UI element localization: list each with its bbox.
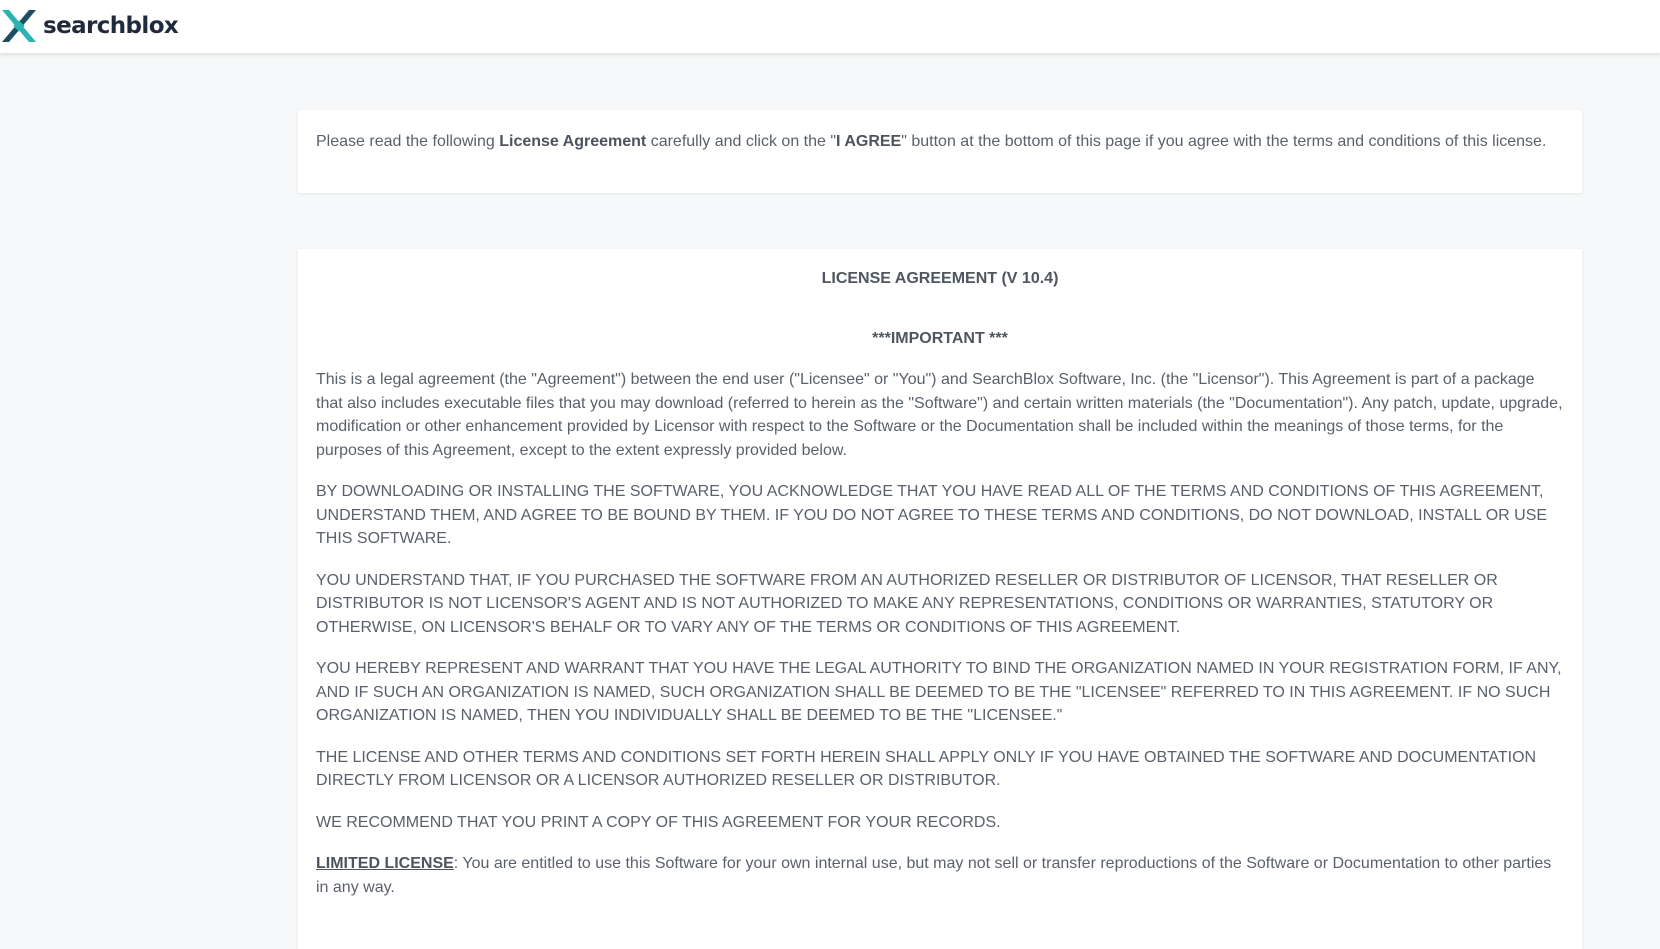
limited-license-text: : You are entitled to use this Software for your own internal use, but may not sell or transfer reproductions of the Software or Documentation to other parties in any way. [316,855,1552,896]
agreement-paragraph: WE RECOMMEND THAT YOU PRINT A COPY OF THIS AGREEMENT FOR YOUR RECORDS. [316,813,1001,831]
searchblox-x-icon [0,6,38,46]
searchblox-logo[interactable] [0,6,178,46]
notice-text-2: carefully and click on the " [646,133,837,150]
limited-license-paragraph [316,852,1564,899]
agreement-paragraph: BY DOWNLOADING OR INSTALLING THE SOFTWARE, YOU ACKNOWLEDGE THAT YOU HAVE READ ALL OF THE TERMS AND CONDITIONS OF THIS AGREEMENT, UNDERSTAND THEM, AND AGREE TO BE BOUND BY THEM. IF YOU DO NOT AGREE TO THESE TERMS AND CONDITIONS, DO NOT DOWNLOAD, INSTALL OR USE THIS SOFTWARE. [316,483,1548,547]
agreement-paragraph: This is a legal agreement (the "Agreement") between the end user ("Licensee" or "You") and SearchBlox Software, Inc. (the "Licensor"). This Agreement is part of a package that also includes executable files that you may download (referred to herein as the "Software") and certain written materials (the "Documentation"). Any patch, update, upgrade, modification or other enhancement provided by Licensor with respect to the Software or the Documentation shall be included within the meanings of those terms, for the purposes of this Agreement, except to the extent expressly provided below. [316,371,1563,459]
brand-name: searchblox [43,13,179,39]
agreement-paragraph: YOU HEREBY REPRESENT AND WARRANT THAT YOU HAVE THE LEGAL AUTHORITY TO BIND THE ORGANIZATION NAMED IN YOUR REGISTRATION FORM, IF ANY, AND IF SUCH AN ORGANIZATION IS NAMED, SUCH ORGANIZATION SHALL BE DEEMED TO BE THE "LICENSEE" REFERRED TO IN THIS AGREEMENT. IF NO SUCH ORGANIZATION IS NAMED, THEN YOU INDIVIDUALLY SHALL BE DEEMED TO BE THE "LICENSEE." [316,660,1562,724]
agreement-important: ***IMPORTANT *** [872,330,1008,347]
notice-text-3: " button at the bottom of this page if you agree with the terms and conditions of this license. [901,133,1547,150]
top-bar [0,0,1660,53]
notice-card [298,110,1582,193]
limited-license-label: LIMITED LICENSE [316,855,454,872]
agreement-title: LICENSE AGREEMENT (V 10.4) [821,270,1059,287]
agreement-paragraph: THE LICENSE AND OTHER TERMS AND CONDITIONS SET FORTH HEREIN SHALL APPLY ONLY IF YOU HAVE OBTAINED THE SOFTWARE AND DOCUMENTATION DIRECTLY FROM LICENSOR OR A LICENSOR AUTHORIZED RESELLER OR DISTRIBUTOR. [316,748,1537,789]
notice-license-agreement: License Agreement [499,133,647,150]
notice-text-1: Please read the following [316,133,500,150]
license-agreement-card[interactable] [298,249,1582,949]
notice-i-agree: I AGREE [836,133,902,150]
agreement-paragraph: YOU UNDERSTAND THAT, IF YOU PURCHASED THE SOFTWARE FROM AN AUTHORIZED RESELLER OR DISTRIBUTOR OF LICENSOR, THAT RESELLER OR DISTRIBUTOR IS NOT LICENSOR'S AGENT AND IS NOT AUTHORIZED TO MAKE ANY REPRESENTATIONS, CONDITIONS OR WARRANTIES, STATUTORY OR OTHERWISE, ON LICENSOR'S BEHALF OR TO VARY ANY OF THE TERMS OR CONDITIONS OF THIS AGREEMENT. [316,571,1498,636]
